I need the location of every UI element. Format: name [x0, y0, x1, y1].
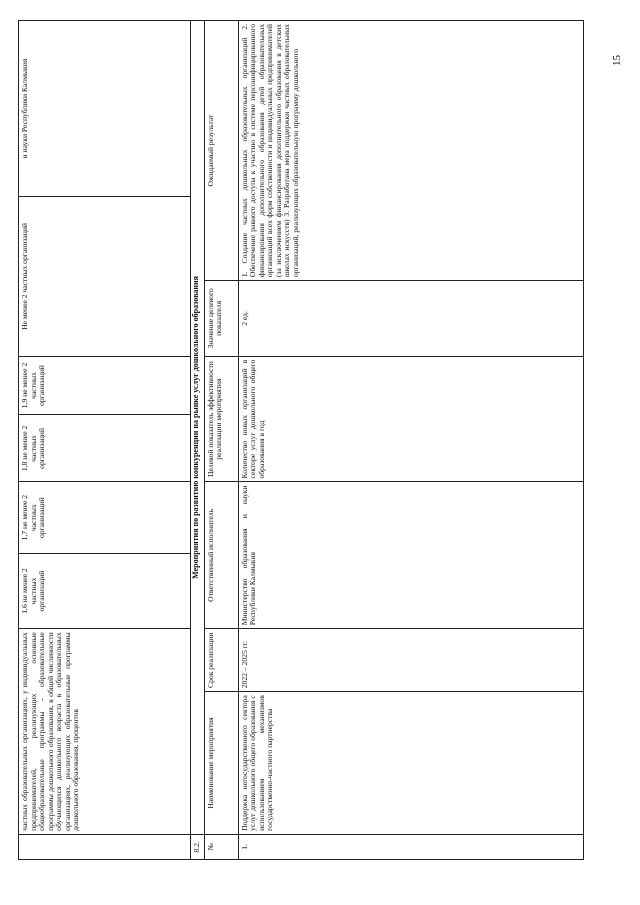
value-2022: 1,6 не менее 2 частных организаций	[19, 553, 191, 629]
measure-executor: Министерство образования и науки Республики Калмыкия	[238, 482, 583, 629]
rotated-table-sheet	[18, 20, 586, 860]
measure-name: Поддержка негосударственного сектора услуг дошкольного общего образования с использованием механизмов государственно-частного партнерства	[238, 692, 583, 835]
header-term: Срок реализации	[204, 629, 238, 692]
value-2023: 1,7 не менее 2 частных организаций	[19, 482, 191, 553]
value-2025: 1,9 не менее 2 частных организаций	[19, 356, 191, 415]
row-number: 1.	[238, 834, 583, 859]
value-2024: 1,8 не менее 2 частных организаций	[19, 415, 191, 482]
header-indicator: Целевой показатель эффективности реализации мероприятия	[204, 356, 238, 482]
header-name: Наименование мероприятия	[204, 692, 238, 835]
target-value: Не менее 2 частных организаций	[19, 197, 191, 356]
page-number: 15	[611, 55, 623, 66]
header-value: Значение целевого показателя	[204, 281, 238, 357]
measure-indicator: Количество новых организаций в секторе услуг дошкольного общего образования в год	[238, 356, 583, 482]
measures-table	[18, 20, 584, 860]
header-num: №	[204, 834, 238, 859]
top-left-cell	[19, 834, 191, 859]
measure-term: 2022 – 2025 гг.	[238, 629, 583, 692]
section-title: Мероприятия по развитию конкуренции на рынке услуг дошкольного образования	[191, 21, 205, 835]
indicator-description: частных образовательных организациях, у индивидуальных предпринимателей, реализующих основные общеобразовательные программы - образовательные программы дошкольного образования, в общей численности обучающихся дошкольного возраста в образовательных организациях, реализующих образовательные программы дошкольного образования, процентов	[19, 629, 191, 835]
header-executor: Ответственный исполнитель	[204, 482, 238, 629]
header-result: Ожидаемый результат	[204, 21, 238, 281]
measure-result: 1. Создание частных дошкольных образовательных организаций 2. Обеспечение равного доступа к участию в системе персонифицированного финансирования дополнительного образования детей образовательных организаций всех форм собственности и индивидуальных предпринимателей (за исключением финансирования дополнительного образования в детских школах искусств) 3. Разработана мера поддержки частных образовательных организаций, реализующих образовательную программу дошкольного	[238, 21, 583, 281]
section-number: 8.2.	[191, 834, 205, 859]
responsible-continuation: и науки Республики Калмыкия	[19, 21, 191, 197]
measure-value: 2 ед.	[238, 281, 583, 357]
